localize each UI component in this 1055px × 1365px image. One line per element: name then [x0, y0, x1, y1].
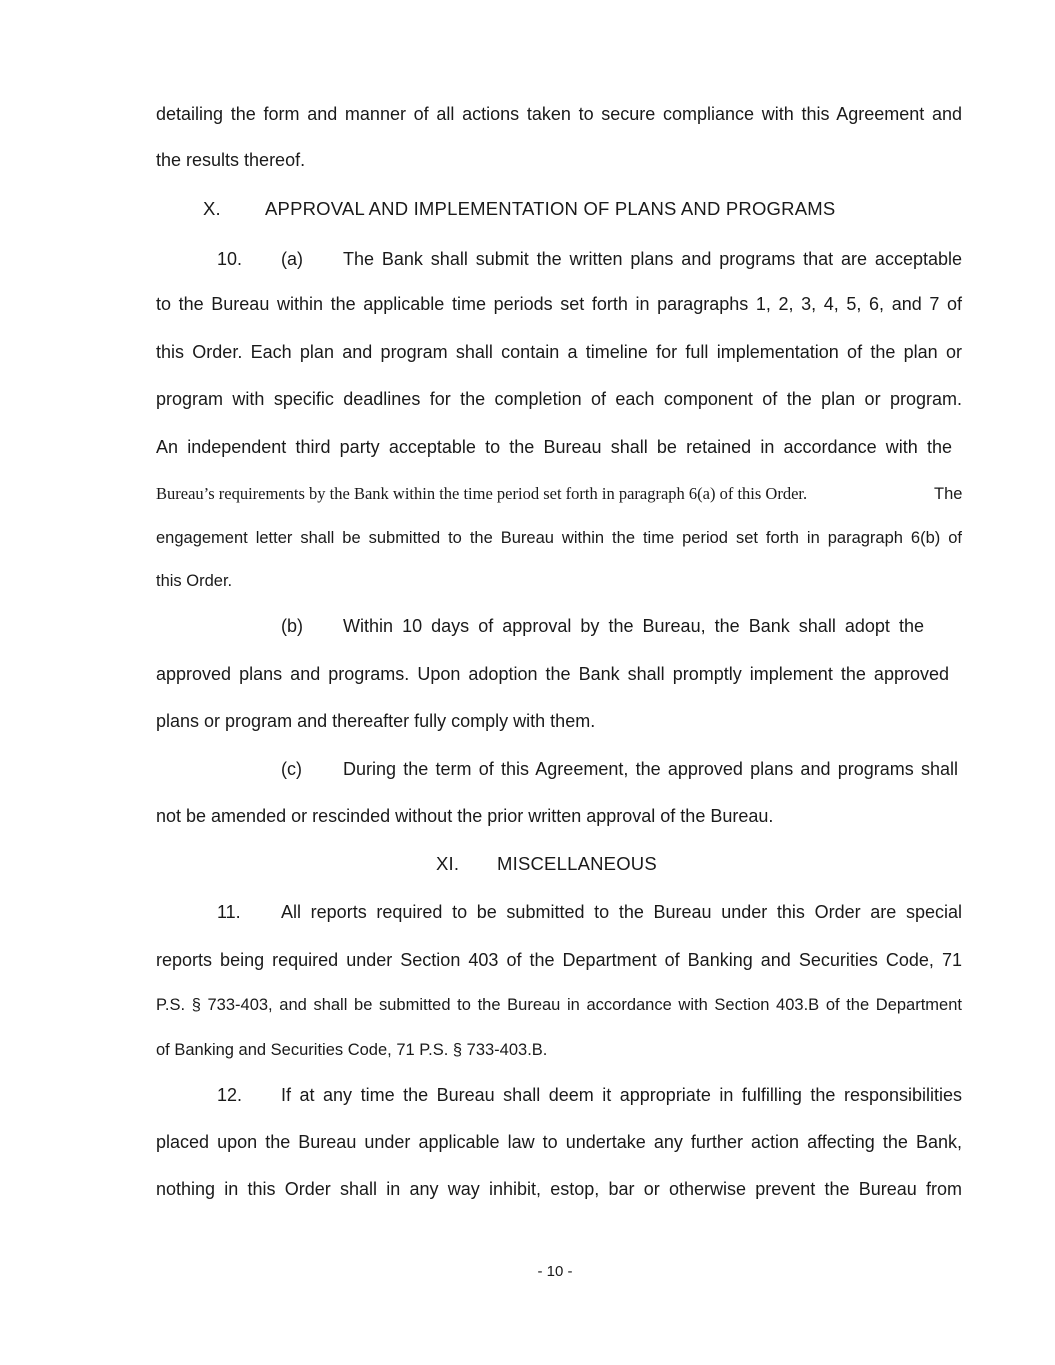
- para-12-line: nothing in this Order shall in any way inhibit, estop, bar or otherwise prevent the Bureau from: [156, 1179, 962, 1199]
- para-10-number: 10.: [217, 249, 243, 269]
- para-10a-first-line: The Bank shall submit the written plans and programs that are acceptable: [343, 249, 962, 269]
- continuation-line-2: the results thereof.: [156, 150, 306, 170]
- para-12-number: 12.: [217, 1085, 243, 1105]
- continuation-line-1: detailing the form and manner of all actions taken to secure compliance with this Agreement and: [156, 104, 962, 124]
- para-10c-label: (c): [281, 759, 302, 779]
- para-10-line: An independent third party acceptable to the Bureau shall be retained in accordance with the: [156, 437, 952, 457]
- section-xi-number: XI.: [436, 853, 460, 874]
- para-10b-line: plans or program and thereafter fully comply with them.: [156, 711, 596, 731]
- para-10b-line: approved plans and programs. Upon adoption the Bank shall promptly implement the approved: [156, 664, 949, 684]
- para-12-line: placed upon the Bureau under applicable law to undertake any further action affecting the Bank,: [156, 1132, 962, 1152]
- para-10-line-end: The: [934, 485, 963, 503]
- para-10c-first-line: During the term of this Agreement, the approved plans and programs shall: [343, 759, 958, 779]
- para-10b-first-line: Within 10 days of approval by the Bureau, the Bank shall adopt the: [343, 616, 924, 636]
- section-xi-title: MISCELLANEOUS: [497, 853, 657, 874]
- para-10-line: Bureau’s requirements by the Bank within the time period set forth in paragraph 6(a) of this Order.: [156, 484, 808, 503]
- para-10-line: engagement letter shall be submitted to the Bureau within the time period set forth in paragraph 6(b) of: [156, 529, 962, 547]
- para-11-number: 11.: [217, 902, 241, 922]
- para-11-first-line: All reports required to be submitted to the Bureau under this Order are special: [281, 902, 962, 922]
- para-10a-label: (a): [281, 249, 303, 269]
- section-x-title: APPROVAL AND IMPLEMENTATION OF PLANS AND PROGRAMS: [265, 198, 836, 219]
- para-10c-line: not be amended or rescinded without the prior written approval of the Bureau.: [156, 806, 774, 826]
- para-10-line: to the Bureau within the applicable time periods set forth in paragraphs 1, 2, 3, 4, 5, 6, and 7 of: [156, 294, 962, 314]
- para-12-first-line: If at any time the Bureau shall deem it appropriate in fulfilling the responsibilities: [281, 1085, 962, 1105]
- page-number: - 10 -: [537, 1263, 573, 1280]
- para-11-line: reports being required under Section 403 of the Department of Banking and Securities Code, 71: [156, 950, 962, 970]
- para-10-line: this Order. Each plan and program shall contain a timeline for full implementation of the plan or: [156, 342, 962, 362]
- para-10-line: this Order.: [156, 572, 233, 590]
- para-10-line: program with specific deadlines for the completion of each component of the plan or program.: [156, 389, 962, 409]
- para-11-line: of Banking and Securities Code, 71 P.S. § 733-403.B.: [156, 1041, 548, 1059]
- para-10b-label: (b): [281, 616, 303, 636]
- para-11-line: P.S. § 733-403, and shall be submitted to the Bureau in accordance with Section 403.B of the Department: [156, 996, 962, 1014]
- section-x-number: X.: [203, 198, 221, 219]
